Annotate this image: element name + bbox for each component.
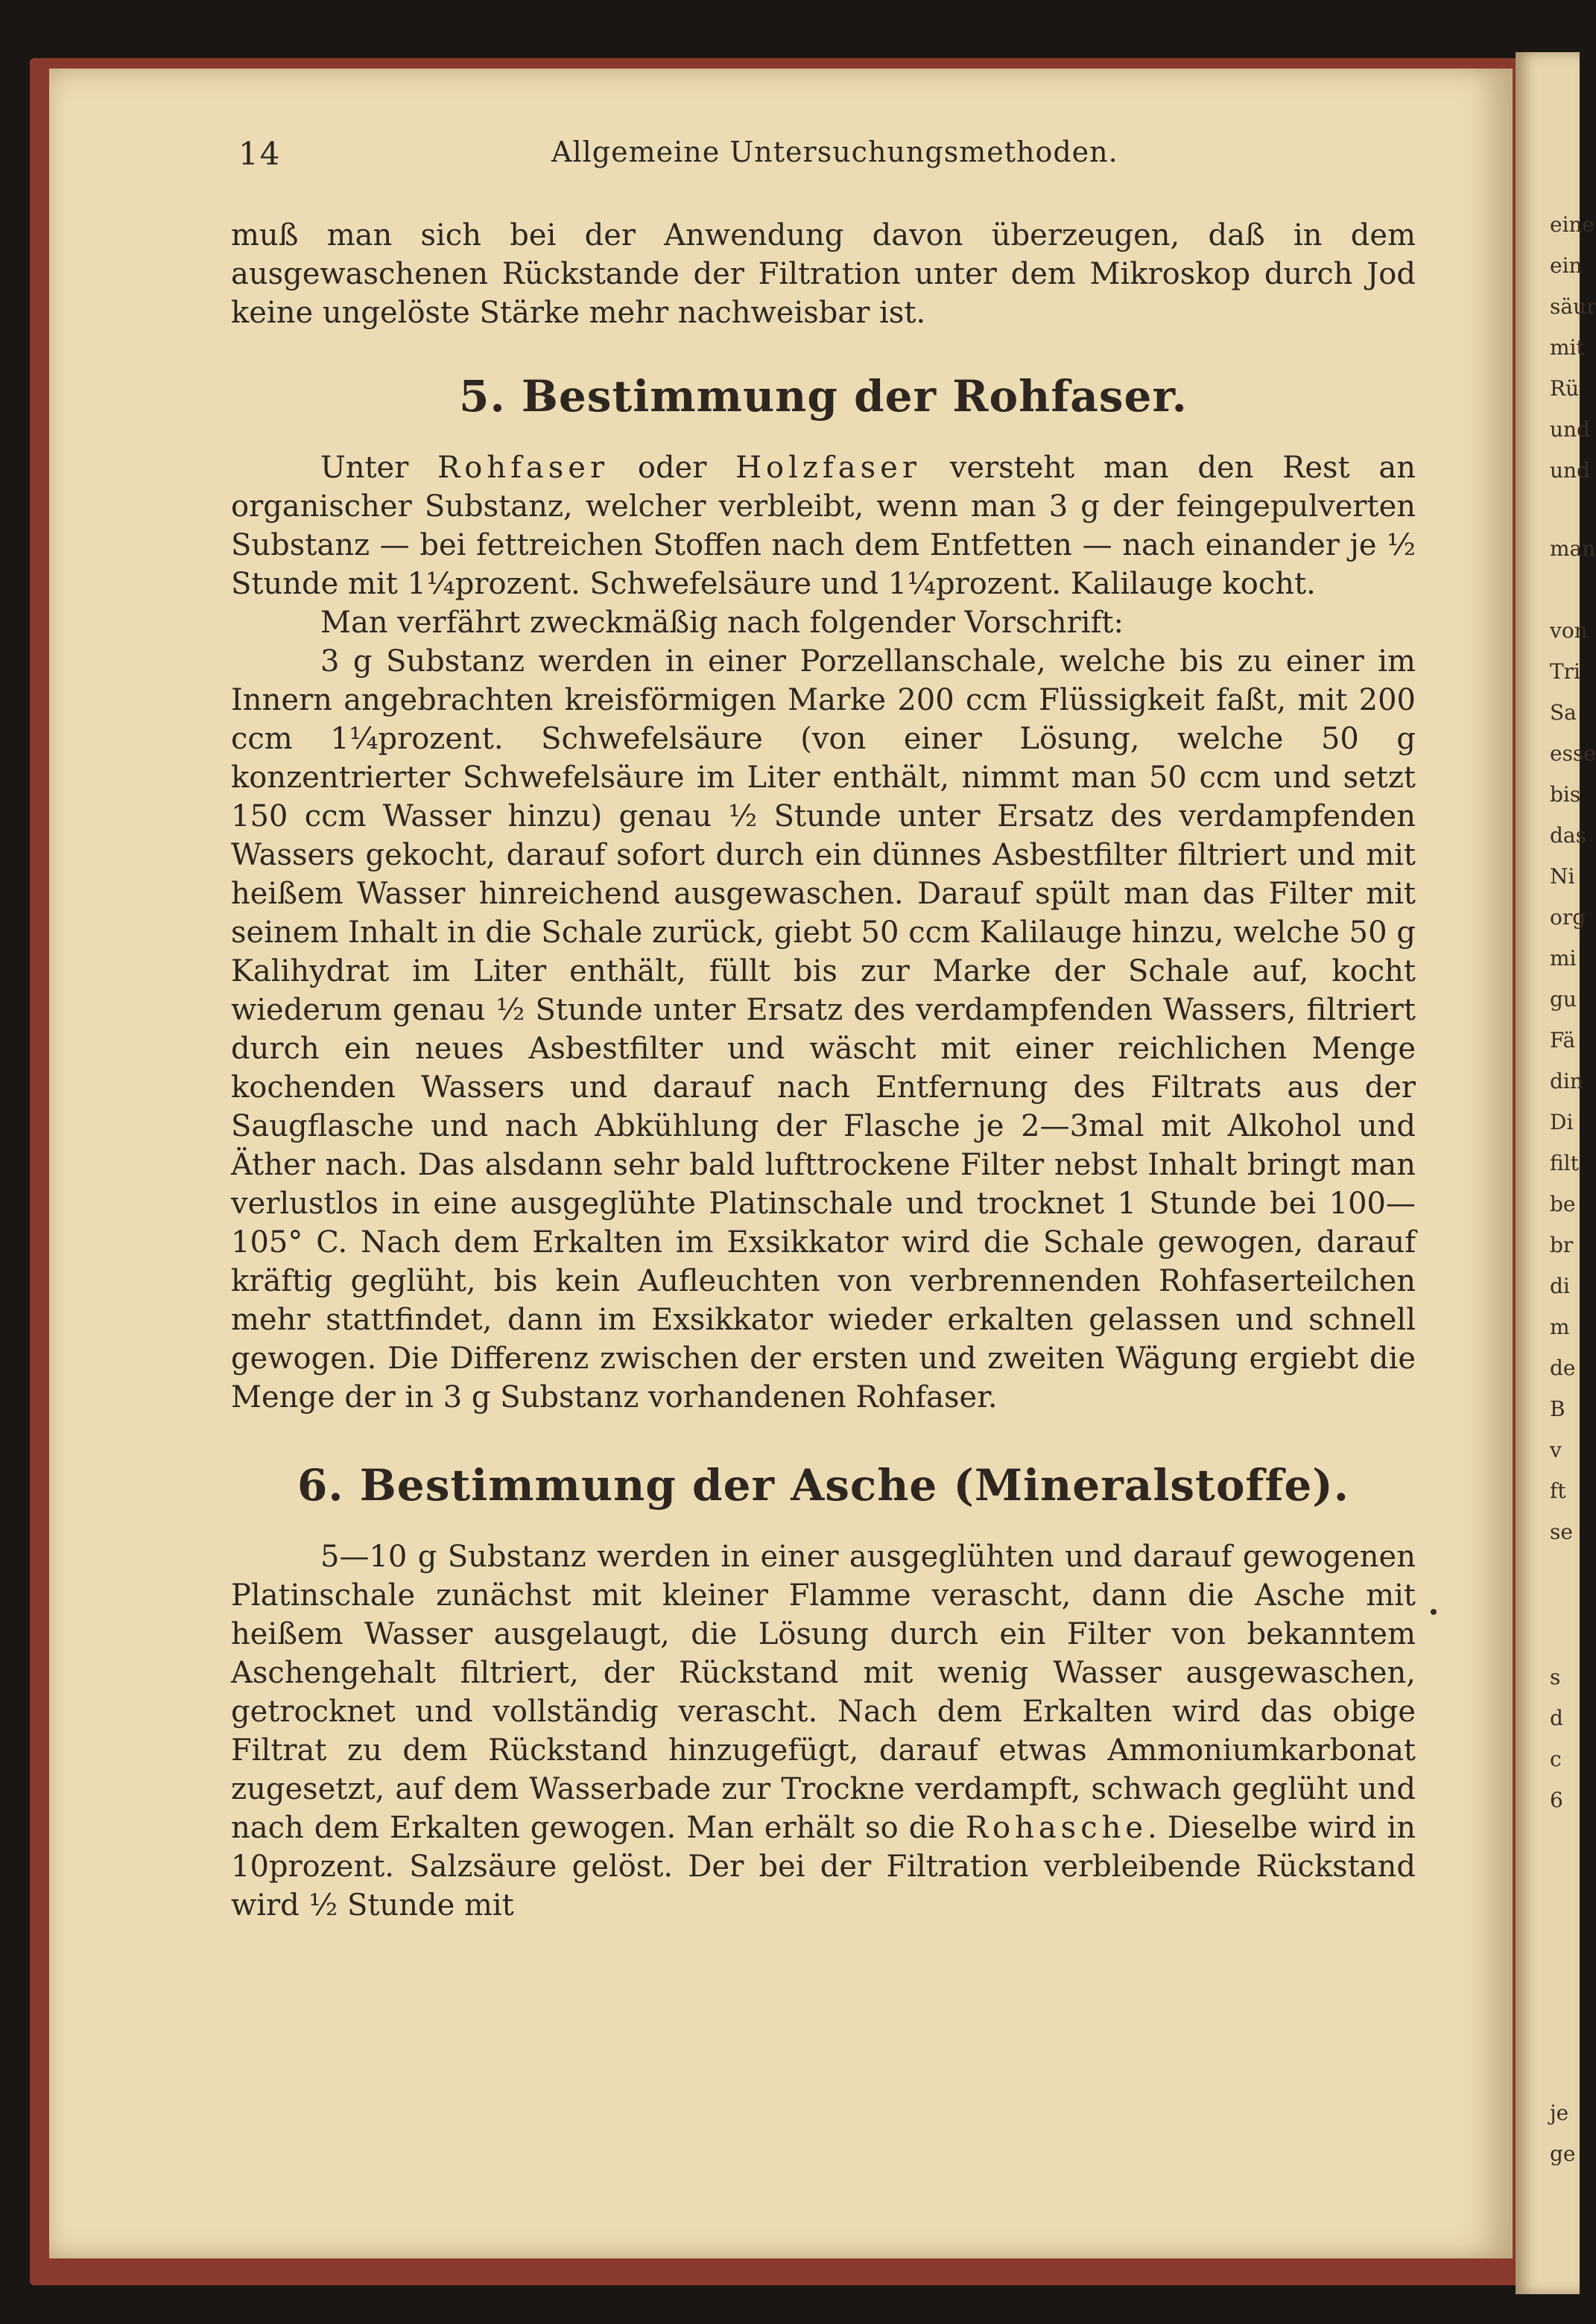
page-number: 14 [238,136,282,172]
edge-word: das [1550,823,1586,848]
edge-word: mi [1550,946,1577,971]
edge-word: d [1550,1706,1563,1730]
edge-word: Rü [1550,376,1580,401]
edge-word: 6 [1550,1788,1563,1812]
edge-word: je [1550,2101,1569,2125]
text-run: versteht man den Rest an organischer Substanz, welcher verbleibt, wenn man 3 g der feingepulverten Substanz — bei fettreichen Stoffen nach dem Entfetten — nach einander je ½ Stunde mit 1¼prozent. Schwefelsäure und 1¼prozent. Kalilauge kocht. [231,451,1416,601]
edge-word: m [1550,1315,1570,1339]
edge-word: eine [1550,212,1595,237]
edge-word: ein [1550,253,1583,278]
edge-word: be [1550,1192,1576,1216]
section-5-paragraph-3: 3 g Substanz werden in einer Porzellanschale, welche bis zu einer im Innern angebrachten kreisförmigen Marke 200 ccm Flüssigkeit faßt, mit 200 ccm 1¼prozent. Schwefelsäure (von einer Lösung, welche 50 g konzentrierter Schwefelsäure im Liter enthält, nimmt man 50 ccm und setzt 150 ccm Wasser hinzu) genau ½ Stunde unter Ersatz des verdampfenden Wassers gekocht, darauf sofort durch ein dünnes Asbestfilter filtriert und mit heißem Wasser hinreichend ausgewaschen. Darauf spült man das Filter mit seinem Inhalt in die Schale zurück, giebt 50 ccm Kalilauge hinzu, welche 50 g Kalihydrat im Liter enthält, füllt bis zur Marke der Schale auf, kocht wiederum genau ½ Stunde unter Ersatz des verdampfenden Wassers, filtriert durch ein neues Asbestfilter und wäscht mit einer reichlichen Menge kochenden Wassers und darauf nach Entfernung des Filtrats aus der Saugflasche und nach Abkühlung der Flasche je 2—3mal mit Alkohol und Äther nach. Das alsdann sehr bald lufttrockene Filter nebst Inhalt bringt man verlustlos in eine ausgeglühte Platinschale und trocknet 1 Stunde bei 100—105° C. Nach dem Erkalten im Exsikkator wird die Schale gewogen, darauf kräftig geglüht, bis kein Aufleuchten von verbrennenden Rohfaserteilchen mehr stattfindet, dann im Exsikkator wieder erkalten gelassen und schnell gewogen. Die Differenz zwischen der ersten und zweiten Wägung ergiebt die Menge der in 3 g Substanz vorhandenen Rohfaser. [231,644,1416,1415]
term-holzfaser: Holzfaser [735,451,921,485]
edge-word: und [1550,417,1590,442]
edge-word: und [1550,458,1590,483]
page-content [231,128,1416,1925]
edge-word: ft [1550,1479,1566,1503]
edge-word: Fä [1550,1028,1576,1053]
text-run: Unter [320,451,438,485]
section-6-paragraph-1 [231,1537,1416,1925]
edge-word: de [1550,1356,1576,1380]
edge-word: se [1550,1520,1573,1544]
edge-word: di [1550,1274,1570,1298]
edge-word: din [1550,1069,1583,1093]
edge-word: Di [1550,1110,1574,1134]
running-head: Allgemeine Untersuchungsmethoden. [551,136,1118,168]
edge-word: Tri [1550,659,1581,684]
intro-paragraph: muß man sich bei der Anwendung davon überzeugen, daß in dem ausgewaschenen Rückstande der Filtration unter dem Mikroskop durch Jod keine ungelöste Stärke mehr nachweisbar ist. [231,218,1416,330]
edge-word: ge [1550,2142,1576,2166]
edge-word: esse [1550,741,1596,766]
edge-word: c [1550,1747,1562,1771]
edge-word: säur [1550,294,1596,319]
edge-word: Ni [1550,864,1575,889]
section-6-heading: 6. Bestimmung der Asche (Mineralstoffe). [297,1460,1349,1511]
text-run: 5—10 g Substanz werden in einer ausgeglühten und darauf gewogenen Platinschale zunächst mit kleiner Flamme verascht, dann die Asche mit heißem Wasser ausgelaugt, die Lösung durch ein Filter von bekanntem Aschengehalt filtriert, der Rückstand mit wenig Wasser ausgewaschen, getrocknet und vollständig verascht. Nach dem Erkalten wird das obige Filtrat zu dem Rückstand hinzugefügt, darauf etwas Ammoniumkarbonat zugesetzt, auf dem Wasserbade zur Trockne verdampft, schwach geglüht und nach dem Erkalten gewogen. Man erhält so die [231,1540,1416,1845]
text-run: oder [609,451,736,485]
print-dot [1431,1609,1437,1615]
page-header [231,128,1416,180]
edge-word: filt [1550,1151,1579,1175]
section-5-paragraph-1 [231,448,1416,603]
edge-word: v [1550,1438,1562,1462]
edge-word: man [1550,536,1596,561]
term-rohfaser: Rohfaser [437,451,609,485]
section-5-heading: 5. Bestimmung der Rohfaser. [459,371,1188,422]
adjacent-page-edge [1516,52,1596,2294]
text-run: . Dieselbe wird in 10prozent. Salzsäure gelöst. Der bei der Filtration verbleibende Rückstand wird ½ Stunde mit [231,1811,1416,1923]
edge-word: Sa [1550,700,1577,725]
edge-word: gu [1550,987,1577,1012]
edge-word: von [1550,618,1588,643]
edge-word: org [1550,905,1586,930]
edge-word: bis [1550,782,1581,807]
edge-word: s [1550,1665,1561,1689]
edge-word: br [1550,1233,1574,1257]
term-rohasche: Rohasche [965,1811,1148,1845]
edge-word: mit [1550,335,1585,360]
edge-word: B [1550,1397,1565,1421]
section-5-paragraph-2: Man verfährt zweckmäßig nach folgender Vorschrift: [320,606,1124,640]
